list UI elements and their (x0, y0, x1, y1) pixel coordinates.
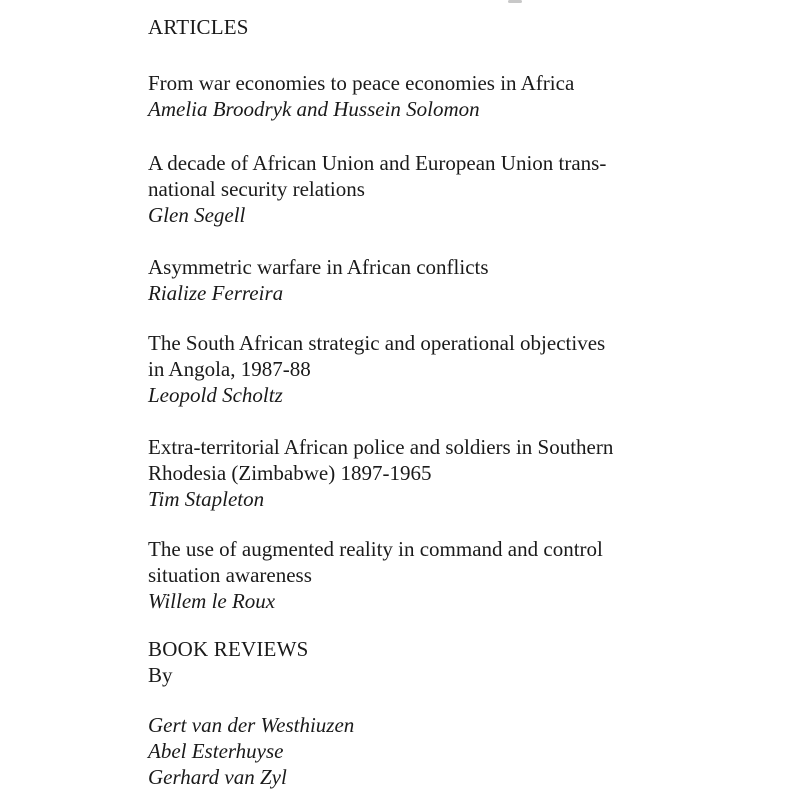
reviewer-name: Gert van der Westhiuzen (148, 713, 355, 737)
book-reviews-heading: BOOK REVIEWS (148, 637, 309, 661)
article-author: Amelia Broodryk and Hussein Solomon (148, 97, 480, 121)
article-author: Tim Stapleton (148, 487, 265, 511)
reviewer-name: Abel Esterhuyse (148, 739, 284, 763)
article-entry (148, 434, 748, 512)
article-author: Leopold Scholtz (148, 383, 283, 407)
article-title-line: The use of augmented reality in command and control (148, 537, 603, 561)
article-entry (148, 536, 748, 614)
article-title-line: in Angola, 1987-88 (148, 357, 311, 381)
article-title-line: Rhodesia (Zimbabwe) 1897-1965 (148, 461, 432, 485)
article-entry (148, 150, 748, 228)
article-author: Glen Segell (148, 203, 246, 227)
article-title-line: From war economies to peace economies in Africa (148, 71, 575, 95)
article-entry (148, 254, 748, 306)
by-label: By (148, 663, 173, 687)
article-author: Rialize Ferreira (148, 281, 284, 305)
articles-heading: ARTICLES (148, 15, 249, 39)
reviewer-list (148, 712, 354, 790)
article-title-line: A decade of African Union and European Union trans- (148, 151, 607, 175)
article-entry (148, 70, 748, 122)
scan-mark (508, 0, 522, 3)
article-entry (148, 330, 748, 408)
article-title-line: national security relations (148, 177, 365, 201)
article-title-line: The South African strategic and operational objectives (148, 331, 606, 355)
article-title-line: Extra-territorial African police and soldiers in Southern (148, 435, 614, 459)
reviewer-name: Gerhard van Zyl (148, 765, 287, 789)
article-author: Willem le Roux (148, 589, 276, 613)
article-title-line: situation awareness (148, 563, 312, 587)
article-title-line: Asymmetric warfare in African conflicts (148, 255, 489, 279)
